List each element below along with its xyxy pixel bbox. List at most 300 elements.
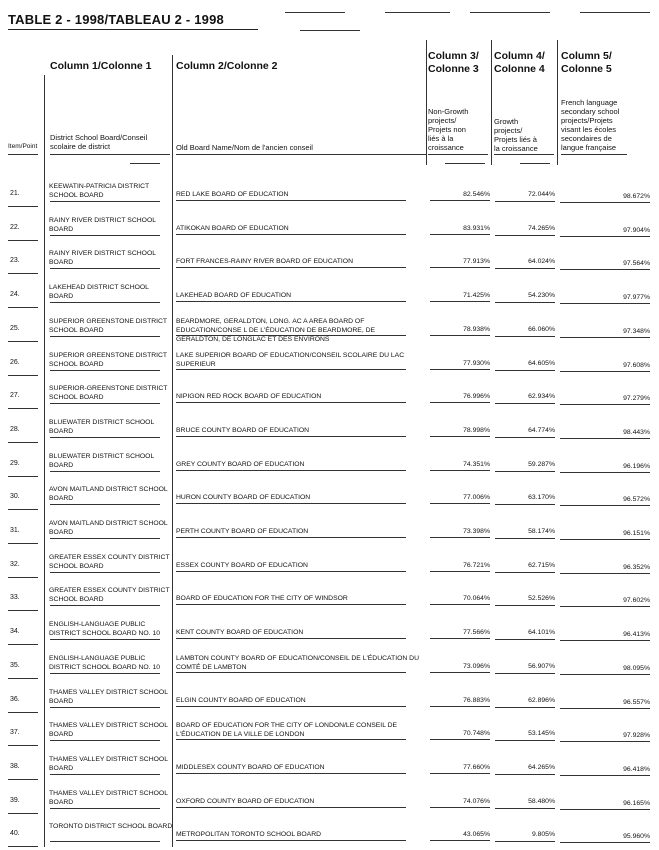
subheader-line: projects/Projets bbox=[561, 116, 613, 125]
item-number: 33. bbox=[10, 594, 20, 602]
table-row bbox=[0, 749, 659, 783]
french-language-value: 97.904% bbox=[623, 226, 650, 234]
row-rule bbox=[430, 503, 490, 504]
table-row bbox=[0, 783, 659, 817]
subheader-line: secondary school bbox=[561, 107, 620, 116]
french-language-value: 98.095% bbox=[623, 664, 650, 672]
row-rule bbox=[8, 375, 38, 376]
row-rule bbox=[176, 571, 406, 572]
item-header: Item/Point bbox=[8, 143, 38, 150]
row-rule bbox=[430, 301, 490, 302]
subheader-line: French language bbox=[561, 98, 618, 107]
non-growth-value: 77.913% bbox=[463, 258, 490, 266]
item-number: 21. bbox=[10, 190, 20, 197]
row-rule bbox=[50, 302, 160, 303]
non-growth-value: 74.351% bbox=[463, 460, 490, 468]
subheader-line: la croissance bbox=[494, 144, 538, 153]
item-number: 30. bbox=[10, 493, 20, 501]
row-rule bbox=[8, 577, 38, 578]
french-language-value: 96.196% bbox=[623, 462, 650, 470]
row-rule bbox=[50, 673, 160, 674]
district-board-name: KEEWATIN-PATRICIA DISTRICT SCHOOL BOARD bbox=[49, 183, 150, 199]
row-rule bbox=[560, 337, 650, 338]
french-language-value: 97.602% bbox=[623, 597, 650, 605]
rule bbox=[428, 154, 488, 155]
rule bbox=[385, 12, 450, 13]
row-rule bbox=[8, 712, 38, 713]
row-rule bbox=[430, 638, 490, 639]
row-rule bbox=[176, 706, 406, 707]
growth-value: 64.101% bbox=[528, 629, 555, 637]
growth-value: 58.480% bbox=[528, 797, 555, 805]
old-board-name: LAMBTON COUNTY BOARD OF EDUCATION/CONSEIL DE L'ÉDUCATION DU COMTÉ DE LAMBTON bbox=[176, 654, 419, 671]
table-row bbox=[0, 176, 659, 210]
rule bbox=[8, 154, 38, 155]
row-rule bbox=[560, 606, 650, 607]
old-board-name: BRUCE COUNTY BOARD OF EDUCATION bbox=[176, 426, 310, 434]
district-board-name: BLUEWATER DISTRICT SCHOOL BOARD bbox=[49, 452, 154, 469]
growth-value: 64.605% bbox=[528, 359, 555, 367]
row-rule bbox=[430, 571, 490, 572]
table-row bbox=[0, 345, 659, 379]
table-row bbox=[0, 648, 659, 682]
row-rule bbox=[8, 307, 38, 308]
growth-value: 9.805% bbox=[531, 831, 555, 839]
row-rule bbox=[176, 604, 406, 605]
row-rule bbox=[8, 206, 38, 207]
old-board-name: ELGIN COUNTY BOARD OF EDUCATION bbox=[176, 696, 306, 704]
old-board-name: ESSEX COUNTY BOARD OF EDUCATION bbox=[176, 561, 308, 569]
growth-value: 59.287% bbox=[528, 460, 555, 468]
row-rule bbox=[50, 740, 160, 741]
french-language-value: 96.151% bbox=[623, 530, 650, 537]
district-board-name: AVON MAITLAND DISTRICT SCHOOL BOARD bbox=[49, 520, 168, 536]
french-language-value: 97.564% bbox=[623, 260, 650, 268]
row-rule bbox=[495, 774, 555, 775]
old-board-name: BEARDMORE, GERALDTON, LONG. AC A AREA BOARD OF EDUCATION/CONSE L DE L'ÉDUCATION DE BEARDMORE, DE GERALDTON, DE LONGLAC ET DES ENVIRONS bbox=[176, 317, 376, 343]
rule bbox=[494, 154, 554, 155]
item-number: 22. bbox=[10, 223, 20, 231]
growth-value: 64.774% bbox=[528, 426, 555, 434]
column-2-header: Column 2/Colonne 2 bbox=[176, 60, 278, 72]
non-growth-value: 77.566% bbox=[463, 629, 490, 637]
row-rule bbox=[430, 402, 490, 403]
column-4-header: Column 4/ Colonne 4 bbox=[494, 50, 545, 75]
non-growth-value: 73.398% bbox=[463, 528, 490, 535]
row-rule bbox=[560, 708, 650, 709]
french-language-value: 97.348% bbox=[623, 327, 650, 335]
french-language-value: 96.572% bbox=[623, 496, 650, 504]
district-board-name: TORONTO DISTRICT SCHOOL BOARD bbox=[49, 823, 173, 831]
row-rule bbox=[495, 370, 555, 371]
row-rule bbox=[8, 273, 38, 274]
column-3-header: Column 3/ Colonne 3 bbox=[428, 50, 479, 75]
table-row bbox=[0, 277, 659, 311]
row-rule bbox=[560, 269, 650, 270]
growth-value: 53.145% bbox=[528, 730, 555, 738]
old-board-name: KENT COUNTY BOARD OF EDUCATION bbox=[176, 629, 304, 637]
table-row bbox=[0, 210, 659, 244]
table-row bbox=[0, 715, 659, 749]
row-rule bbox=[50, 808, 160, 809]
rule bbox=[300, 30, 360, 31]
growth-value: 62.934% bbox=[528, 393, 555, 401]
row-rule bbox=[176, 773, 406, 774]
old-board-name: RED LAKE BOARD OF EDUCATION bbox=[176, 191, 289, 198]
item-number: 36. bbox=[10, 695, 20, 703]
subheader-line: liés à la bbox=[428, 134, 454, 143]
row-rule bbox=[50, 774, 160, 775]
row-rule bbox=[495, 740, 555, 741]
growth-value: 52.526% bbox=[528, 595, 555, 603]
non-growth-value: 70.064% bbox=[463, 595, 490, 603]
row-rule bbox=[430, 537, 490, 538]
row-rule bbox=[495, 707, 555, 708]
row-rule bbox=[495, 336, 555, 337]
row-rule bbox=[430, 335, 490, 336]
rule bbox=[580, 12, 650, 13]
row-rule bbox=[176, 301, 406, 302]
row-rule bbox=[495, 268, 555, 269]
row-rule bbox=[8, 240, 38, 241]
row-rule bbox=[8, 745, 38, 746]
row-rule bbox=[8, 341, 38, 342]
growth-value: 56.907% bbox=[528, 662, 555, 670]
district-board-name: THAMES VALLEY DISTRICT SCHOOL BOARD bbox=[49, 789, 168, 806]
non-growth-value: 76.721% bbox=[463, 561, 490, 569]
row-rule bbox=[560, 741, 650, 742]
rule bbox=[176, 154, 426, 155]
district-board-name: SUPERIOR GREENSTONE DISTRICT SCHOOL BOARD bbox=[49, 317, 167, 334]
row-rule bbox=[8, 644, 38, 645]
row-rule bbox=[495, 639, 555, 640]
district-board-name: ENGLISH-LANGUAGE PUBLIC DISTRICT SCHOOL BOARD NO. 10 bbox=[49, 621, 161, 638]
item-number: 26. bbox=[10, 358, 20, 366]
row-rule bbox=[430, 369, 490, 370]
french-language-value: 97.608% bbox=[623, 361, 650, 369]
row-rule bbox=[176, 470, 406, 471]
table-row bbox=[0, 378, 659, 412]
non-growth-value: 71.425% bbox=[463, 292, 490, 300]
old-board-name: OXFORD COUNTY BOARD OF EDUCATION bbox=[176, 797, 315, 805]
district-board-name: THAMES VALLEY DISTRICT SCHOOL BOARD bbox=[49, 688, 168, 705]
french-language-value: 97.977% bbox=[623, 294, 650, 302]
rule bbox=[130, 163, 160, 164]
item-number: 37. bbox=[10, 729, 20, 737]
table-row bbox=[0, 513, 659, 547]
row-rule bbox=[495, 235, 555, 236]
growth-value: 64.265% bbox=[528, 763, 555, 771]
row-rule bbox=[495, 201, 555, 202]
column-4-subheader bbox=[494, 117, 538, 153]
row-rule bbox=[50, 471, 160, 472]
district-board-name: RAINY RIVER DISTRICT SCHOOL BOARD bbox=[49, 216, 156, 233]
row-rule bbox=[176, 739, 406, 740]
row-rule bbox=[495, 808, 555, 809]
row-rule bbox=[176, 402, 406, 403]
row-rule bbox=[50, 437, 160, 438]
column-5-subheader bbox=[561, 98, 619, 152]
rule bbox=[520, 163, 550, 164]
item-number: 29. bbox=[10, 459, 20, 467]
table-row bbox=[0, 479, 659, 513]
row-rule bbox=[430, 234, 490, 235]
row-rule bbox=[50, 201, 160, 202]
row-rule bbox=[50, 504, 160, 505]
old-board-name: METROPOLITAN TORONTO SCHOOL BOARD bbox=[176, 831, 322, 839]
row-rule bbox=[495, 504, 555, 505]
board-header: Old Board Name/Nom de l'ancien conseil bbox=[176, 143, 313, 152]
row-rule bbox=[430, 739, 490, 740]
non-growth-value: 78.998% bbox=[463, 426, 490, 434]
french-language-value: 97.279% bbox=[623, 395, 650, 403]
subheader-line: Projets liés à bbox=[494, 135, 537, 144]
subheader-line: Non-Growth bbox=[428, 107, 469, 116]
column-1-header: Column 1/Colonne 1 bbox=[50, 60, 152, 72]
row-rule bbox=[50, 268, 160, 269]
row-rule bbox=[430, 267, 490, 268]
row-rule bbox=[430, 672, 490, 673]
row-rule bbox=[8, 442, 38, 443]
row-rule bbox=[176, 200, 406, 201]
old-board-name: LAKEHEAD BOARD OF EDUCATION bbox=[176, 292, 292, 300]
french-language-value: 96.413% bbox=[623, 631, 650, 639]
row-rule bbox=[176, 537, 406, 538]
table-row bbox=[0, 682, 659, 716]
subheader-line: projects/ bbox=[494, 126, 523, 135]
row-rule bbox=[495, 302, 555, 303]
row-rule bbox=[50, 336, 160, 337]
table-row bbox=[0, 446, 659, 480]
row-rule bbox=[8, 543, 38, 544]
growth-value: 54.230% bbox=[528, 292, 555, 300]
item-number: 34. bbox=[10, 628, 20, 636]
row-rule bbox=[560, 438, 650, 439]
non-growth-value: 78.938% bbox=[463, 325, 490, 333]
old-board-name: MIDDLESEX COUNTY BOARD OF EDUCATION bbox=[176, 763, 325, 771]
row-rule bbox=[495, 673, 555, 674]
old-board-name: NIPIGON RED ROCK BOARD OF EDUCATION bbox=[176, 393, 322, 401]
subheader-line: croissance bbox=[428, 143, 464, 152]
subheader-line: secondaires de bbox=[561, 134, 612, 143]
old-board-name: HURON COUNTY BOARD OF EDUCATION bbox=[176, 494, 311, 502]
item-number: 39. bbox=[10, 796, 20, 804]
item-number: 32. bbox=[10, 560, 20, 568]
row-rule bbox=[8, 476, 38, 477]
row-rule bbox=[560, 202, 650, 203]
item-number: 28. bbox=[10, 425, 20, 433]
table-row bbox=[0, 580, 659, 614]
row-rule bbox=[560, 674, 650, 675]
district-board-name: GREATER ESSEX COUNTY DISTRICT SCHOOL BOARD bbox=[49, 553, 170, 570]
row-rule bbox=[8, 779, 38, 780]
non-growth-value: 43.065% bbox=[463, 831, 490, 839]
row-rule bbox=[8, 408, 38, 409]
non-growth-value: 76.996% bbox=[463, 393, 490, 401]
old-board-name: FORT FRANCES-RAINY RIVER BOARD OF EDUCATION bbox=[176, 258, 353, 266]
district-board-name: SUPERIOR-GREENSTONE DISTRICT SCHOOL BOARD bbox=[49, 385, 168, 402]
row-rule bbox=[50, 841, 160, 842]
row-rule bbox=[495, 605, 555, 606]
growth-value: 64.024% bbox=[528, 258, 555, 266]
district-board-name: BLUEWATER DISTRICT SCHOOL BOARD bbox=[49, 418, 154, 435]
table-row bbox=[0, 547, 659, 581]
row-rule bbox=[176, 807, 406, 808]
row-rule bbox=[8, 813, 38, 814]
title-underline bbox=[8, 29, 258, 30]
table-row bbox=[0, 412, 659, 446]
page-title: TABLE 2 - 1998/TABLEAU 2 - 1998 bbox=[8, 12, 224, 27]
growth-value: 74.265% bbox=[528, 224, 555, 232]
item-number: 24. bbox=[10, 291, 20, 299]
row-rule bbox=[495, 538, 555, 539]
row-rule bbox=[430, 706, 490, 707]
row-rule bbox=[176, 672, 406, 673]
french-language-value: 95.960% bbox=[623, 833, 650, 841]
subheader-line: langue française bbox=[561, 143, 617, 152]
old-board-name: PERTH COUNTY BOARD OF EDUCATION bbox=[176, 528, 309, 535]
district-board-name: ENGLISH-LANGUAGE PUBLIC DISTRICT SCHOOL BOARD NO. 10 bbox=[49, 654, 161, 671]
row-rule bbox=[495, 437, 555, 438]
old-board-name: BOARD OF EDUCATION FOR THE CITY OF LONDON/LE CONSEIL DE L'ÉDUCATION DE LA VILLE DE LONDON bbox=[176, 722, 398, 739]
row-rule bbox=[50, 370, 160, 371]
district-board-name: LAKEHEAD DISTRICT SCHOOL BOARD bbox=[49, 284, 149, 301]
non-growth-value: 70.748% bbox=[463, 730, 490, 738]
district-board-name: GREATER ESSEX COUNTY DISTRICT SCHOOL BOARD bbox=[49, 587, 170, 604]
row-rule bbox=[430, 840, 490, 841]
row-rule bbox=[176, 503, 406, 504]
table-row bbox=[0, 243, 659, 277]
old-board-name: LAKE SUPERIOR BOARD OF EDUCATION/CONSEIL SCOLAIRE DU LAC SUPERIEUR bbox=[176, 351, 405, 368]
column-3-subheader bbox=[428, 107, 468, 152]
row-rule bbox=[560, 775, 650, 776]
row-rule bbox=[560, 539, 650, 540]
growth-value: 58.174% bbox=[528, 528, 555, 535]
row-rule bbox=[560, 371, 650, 372]
row-rule bbox=[8, 610, 38, 611]
non-growth-value: 83.931% bbox=[463, 224, 490, 232]
item-number: 38. bbox=[10, 762, 20, 770]
row-rule bbox=[495, 403, 555, 404]
non-growth-value: 77.660% bbox=[463, 763, 490, 771]
row-rule bbox=[560, 404, 650, 405]
rule bbox=[445, 163, 485, 164]
row-rule bbox=[430, 773, 490, 774]
row-rule bbox=[495, 471, 555, 472]
row-rule bbox=[430, 200, 490, 201]
subheader-line: Growth bbox=[494, 117, 519, 126]
item-number: 27. bbox=[10, 392, 20, 400]
row-rule bbox=[50, 707, 160, 708]
row-rule bbox=[50, 538, 160, 539]
district-board-name: AVON MAITLAND DISTRICT SCHOOL BOARD bbox=[49, 486, 168, 503]
row-rule bbox=[176, 267, 406, 268]
old-board-name: GREY COUNTY BOARD OF EDUCATION bbox=[176, 460, 305, 468]
growth-value: 63.170% bbox=[528, 494, 555, 502]
non-growth-value: 73.096% bbox=[463, 662, 490, 670]
table-row bbox=[0, 816, 659, 850]
item-number: 31. bbox=[10, 527, 20, 534]
row-rule bbox=[50, 403, 160, 404]
row-rule bbox=[8, 678, 38, 679]
growth-value: 72.044% bbox=[528, 191, 555, 198]
district-header: District School Board/Conseil scolaire de district bbox=[50, 133, 148, 151]
growth-value: 62.896% bbox=[528, 696, 555, 704]
row-rule bbox=[495, 572, 555, 573]
french-language-value: 96.352% bbox=[623, 563, 650, 571]
subheader-line: visant les écoles bbox=[561, 125, 617, 134]
row-rule bbox=[430, 807, 490, 808]
rule bbox=[285, 12, 345, 13]
item-number: 23. bbox=[10, 257, 20, 265]
district-board-name: THAMES VALLEY DISTRICT SCHOOL BOARD bbox=[49, 722, 168, 739]
column-divider bbox=[426, 40, 427, 165]
rule bbox=[50, 154, 170, 155]
french-language-value: 96.557% bbox=[623, 698, 650, 706]
row-rule bbox=[176, 840, 406, 841]
row-rule bbox=[8, 846, 38, 847]
row-rule bbox=[495, 841, 555, 842]
non-growth-value: 77.006% bbox=[463, 494, 490, 502]
column-divider bbox=[491, 40, 492, 165]
table-row bbox=[0, 311, 659, 345]
french-language-value: 97.928% bbox=[623, 732, 650, 740]
row-rule bbox=[430, 470, 490, 471]
row-rule bbox=[176, 436, 406, 437]
french-language-value: 98.443% bbox=[623, 428, 650, 436]
row-rule bbox=[430, 604, 490, 605]
column-5-header: Column 5/ Colonne 5 bbox=[561, 50, 612, 75]
row-rule bbox=[560, 640, 650, 641]
rule bbox=[470, 12, 550, 13]
row-rule bbox=[430, 436, 490, 437]
column-divider bbox=[557, 40, 558, 165]
row-rule bbox=[176, 335, 406, 336]
item-number: 35. bbox=[10, 661, 20, 669]
district-board-name: THAMES VALLEY DISTRICT SCHOOL BOARD bbox=[49, 755, 168, 772]
item-number: 40. bbox=[10, 830, 20, 838]
french-language-value: 96.165% bbox=[623, 799, 650, 807]
row-rule bbox=[176, 234, 406, 235]
row-rule bbox=[8, 509, 38, 510]
row-rule bbox=[560, 236, 650, 237]
row-rule bbox=[50, 572, 160, 573]
rule bbox=[561, 154, 627, 155]
non-growth-value: 82.546% bbox=[463, 191, 490, 198]
old-board-name: BOARD OF EDUCATION FOR THE CITY OF WINDSOR bbox=[176, 595, 348, 603]
row-rule bbox=[50, 235, 160, 236]
subheader-line: projects/ bbox=[428, 116, 457, 125]
non-growth-value: 77.930% bbox=[463, 359, 490, 367]
row-rule bbox=[560, 472, 650, 473]
row-rule bbox=[560, 505, 650, 506]
item-number: 25. bbox=[10, 324, 20, 332]
row-rule bbox=[50, 605, 160, 606]
non-growth-value: 74.076% bbox=[463, 797, 490, 805]
table-row bbox=[0, 614, 659, 648]
french-language-value: 96.418% bbox=[623, 765, 650, 773]
row-rule bbox=[560, 809, 650, 810]
old-board-name: ATIKOKAN BOARD OF EDUCATION bbox=[176, 224, 289, 232]
non-growth-value: 76.883% bbox=[463, 696, 490, 704]
growth-value: 62.715% bbox=[528, 561, 555, 569]
subheader-line: Projets non bbox=[428, 125, 466, 134]
row-rule bbox=[50, 639, 160, 640]
growth-value: 66.060% bbox=[528, 325, 555, 333]
french-language-value: 98.672% bbox=[623, 193, 650, 200]
row-rule bbox=[560, 303, 650, 304]
row-rule bbox=[176, 369, 406, 370]
